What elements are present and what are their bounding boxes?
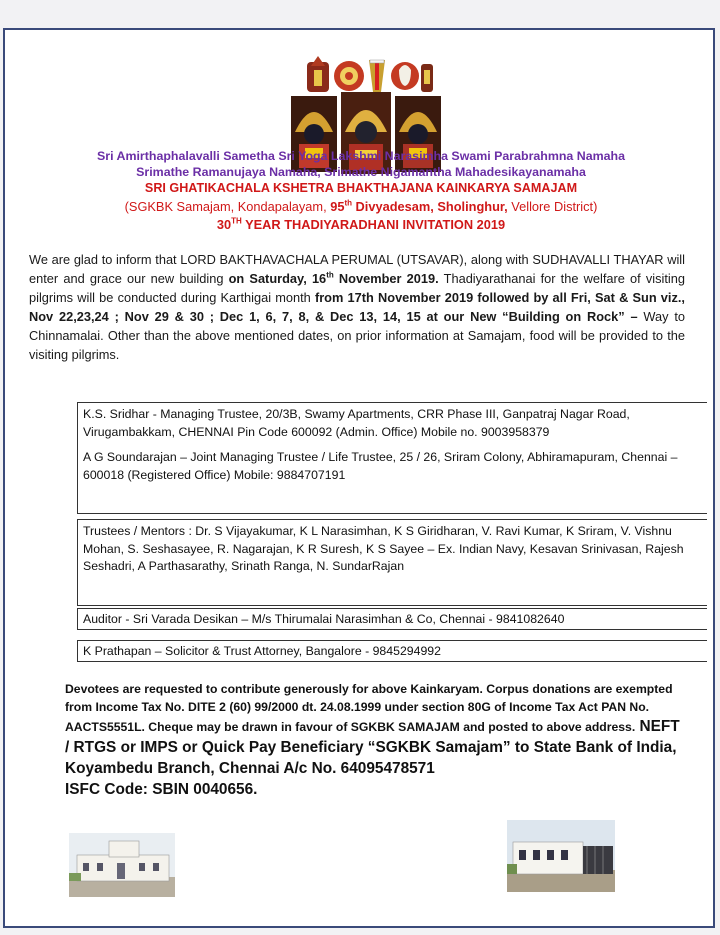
auditor-box <box>77 608 707 630</box>
solicitor-box <box>77 640 707 662</box>
deity-images <box>291 92 441 176</box>
donation-request: Devotees are requested to contribute generously for above Kainkaryam. Corpus donations are exempted from Income Tax No. DITE 2 (60) 99/2000 dt. 24.08.1999 under section 80G of Income Tax Act PAN No. AACTS5551L. Cheque may be drawn in favour of SGKBK SAMAJAM and posted to above address. <box>65 682 673 734</box>
invocation-line-2: Srimathe Ramanujaya Namaha, Srimathe Nigamantha Mahadesikayanamaha <box>136 165 586 179</box>
trustees-mentors-list: Trustees / Mentors : Dr. S Vijayakumar, K L Narasimhan, K S Giridharan, V. Ravi Kumar, K Sriram, V. Vishnu Mohan, S. Seshasayee, R. Nagarajan, K R Suresh, K S Sayee – Ex. Indian Navy, Kesavan Srinivasan, Rajesh Seshadri, A Parthasarathy, Srinath Ranga, N. SundarRajan <box>83 524 684 573</box>
managing-trustee: K.S. Sridhar - Managing Trustee, 20/3B, Swamy Apartments, CRR Phase III, Ganpatraj Nagar Road, Virugambakkam, CHENNAI Pin Code 600092 (Admin. Office) Mobile no. 9003958379 <box>83 407 630 439</box>
ifsc-code: ISFC Code: SBIN 0040656. <box>65 781 258 798</box>
invitation-title: 30TH YEAR THADIYARADHANI INVITATION 2019 <box>216 216 506 232</box>
solicitor-info: K Prathapan – Solicitor & Trust Attorney, Bangalore - 9845294992 <box>83 644 441 658</box>
building-photo-right <box>507 820 615 892</box>
emblem-left <box>307 56 329 92</box>
invitation-page <box>3 28 715 928</box>
donation-details <box>65 680 685 800</box>
emblem-namam <box>369 60 385 92</box>
joint-managing-trustee: A G Soundarajan – Joint Managing Trustee / Life Trustee, 25 / 26, Sriram Colony, Abhiramapuram, Chennai – 600018 (Registered Office) Mobile: 9884707191 <box>83 450 678 482</box>
emblem-right <box>421 64 433 92</box>
invocation-line-1: Sri Amirthaphalavalli Sametha Sri Yoga Lakshmi Narasimha Swami Parabrahmna Namaha <box>97 149 625 163</box>
bank-transfer-details: NEFT / RTGS or IMPS or Quick Pay Beneficiary “SGKBK Samajam” to State Bank of India, Koyambedu Branch, Chennai A/c No. 64095478571 <box>65 718 680 777</box>
trustees-mentors-box <box>77 519 707 606</box>
emblem-conch <box>391 62 419 90</box>
organization-name: SRI GHATIKACHALA KSHETRA BHAKTHAJANA KAINKARYA SAMAJAM <box>144 181 578 195</box>
organization-location: (SGKBK Samajam, Kondapalayam, 95th Divyadesam, Sholinghur, Vellore District) <box>124 198 598 214</box>
emblem-discus <box>334 61 364 91</box>
auditor-info: Auditor - Sri Varada Desikan – M/s Thirumalai Narasimhan & Co, Chennai - 9841082640 <box>83 612 565 626</box>
building-photo-left <box>69 833 175 897</box>
intro-paragraph: We are glad to inform that LORD BAKTHAVACHALA PERUMAL (UTSAVAR), along with SUDHAVALLI THAYAR will enter and grace our new building on Saturday, 16th November 2019. Thadiyarathanai for the welfare of visiting pilgrims will be conducted during Karthigai month from 17th November 2019 followed by all Fri, Sat & Sun viz., Nov 22,23,24 ; Nov 29 & 30 ; Dec 1, 6, 7, 8, & Dec 13, 14, 15 at our New “Building on Rock” – Way to Chinnamalai. Other than the above mentioned dates, on prior information at Samajam, food will be provided to the visiting pilgrims. <box>29 252 685 362</box>
trustee-contacts-box <box>77 402 707 514</box>
